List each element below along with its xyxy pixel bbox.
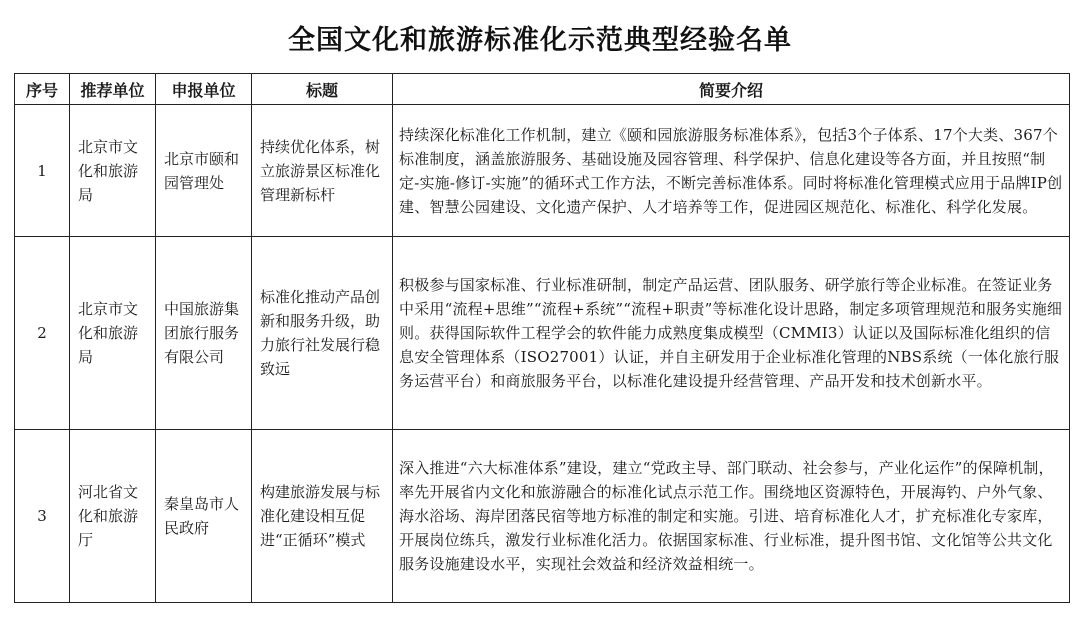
cell-serial-number: 2: [15, 237, 70, 430]
cell-heading: 构建旅游发展与标准化建设相互促进“正循环”模式: [252, 430, 393, 603]
header-heading: 标题: [252, 74, 393, 105]
header-applicant-unit: 申报单位: [156, 74, 252, 105]
cell-serial-number: 3: [15, 430, 70, 603]
page-title: 全国文化和旅游标准化示范典型经验名单: [288, 25, 792, 56]
cell-serial-number: 1: [15, 105, 70, 237]
cell-brief-introduction: 深入推进“六大标准体系”建设，建立“党政主导、部门联动、社会参与，产业化运作”的保障机制，率先开展省内文化和旅游融合的标准化试点示范工作。围绕地区资源特色，开展海钓、户外气象、海水浴场、海岸团落民宿等地方标准的制定和实施。引进、培育标准化人才，扩充标准化专家库，开展岗位练兵，激发行业标准化活力。依据国家标准、行业标准，提升图书馆、文化馆等公共文化服务设施建设水平，实现社会效益和经济效益相统一。: [393, 430, 1070, 603]
model-list-table: [14, 73, 1070, 603]
header-serial-number: 序号: [15, 74, 70, 105]
cell-applicant-unit: 秦皇岛市人民政府: [156, 430, 252, 603]
cell-recommending-unit: 北京市文化和旅游局: [70, 105, 156, 237]
header-recommending-unit: 推荐单位: [70, 74, 156, 105]
cell-heading: 持续优化体系，树立旅游景区标准化管理新标杆: [252, 105, 393, 237]
cell-applicant-unit: 北京市颐和园管理处: [156, 105, 252, 237]
cell-brief-introduction: 持续深化标准化工作机制，建立《颐和园旅游服务标准体系》，包括3个子体系、17个大类、367个标准制度，涵盖旅游服务、基础设施及园容管理、科学保护、信息化建设等各方面，并且按照“制定-实施-修订-实施”的循环式工作方法，不断完善标准体系。同时将标准化管理模式应用于品牌IP创建、智慧公园建设、文化遗产保护、人才培养等工作，促进园区规范化、标准化、科学化发展。: [393, 105, 1070, 237]
table-row: [15, 237, 1070, 430]
table-header-row: [15, 74, 1070, 105]
cell-brief-introduction: 积极参与国家标准、行业标准研制，制定产品运营、团队服务、研学旅行等企业标准。在签证业务中采用“流程+思维”“流程+系统”“流程+职责”等标准化设计思路，制定多项管理规范和服务实施细则。获得国际软件工程学会的软件能力成熟度集成模型（CMMI3）认证以及国际标准化组织的信息安全管理体系（ISO27001）认证，并自主研发用于企业标准化管理的NBS系统（一体化旅行服务运营平台）和商旅服务平台，以标准化建设提升经营管理、产品开发和技术创新水平。: [393, 237, 1070, 430]
cell-applicant-unit: 中国旅游集团旅行服务有限公司: [156, 237, 252, 430]
header-brief-introduction: 简要介绍: [393, 74, 1070, 105]
table-row: [15, 105, 1070, 237]
cell-heading: 标准化推动产品创新和服务升级，助力旅行社发展行稳致远: [252, 237, 393, 430]
cell-recommending-unit: 北京市文化和旅游局: [70, 237, 156, 430]
cell-recommending-unit: 河北省文化和旅游厅: [70, 430, 156, 603]
table-row: [15, 430, 1070, 603]
